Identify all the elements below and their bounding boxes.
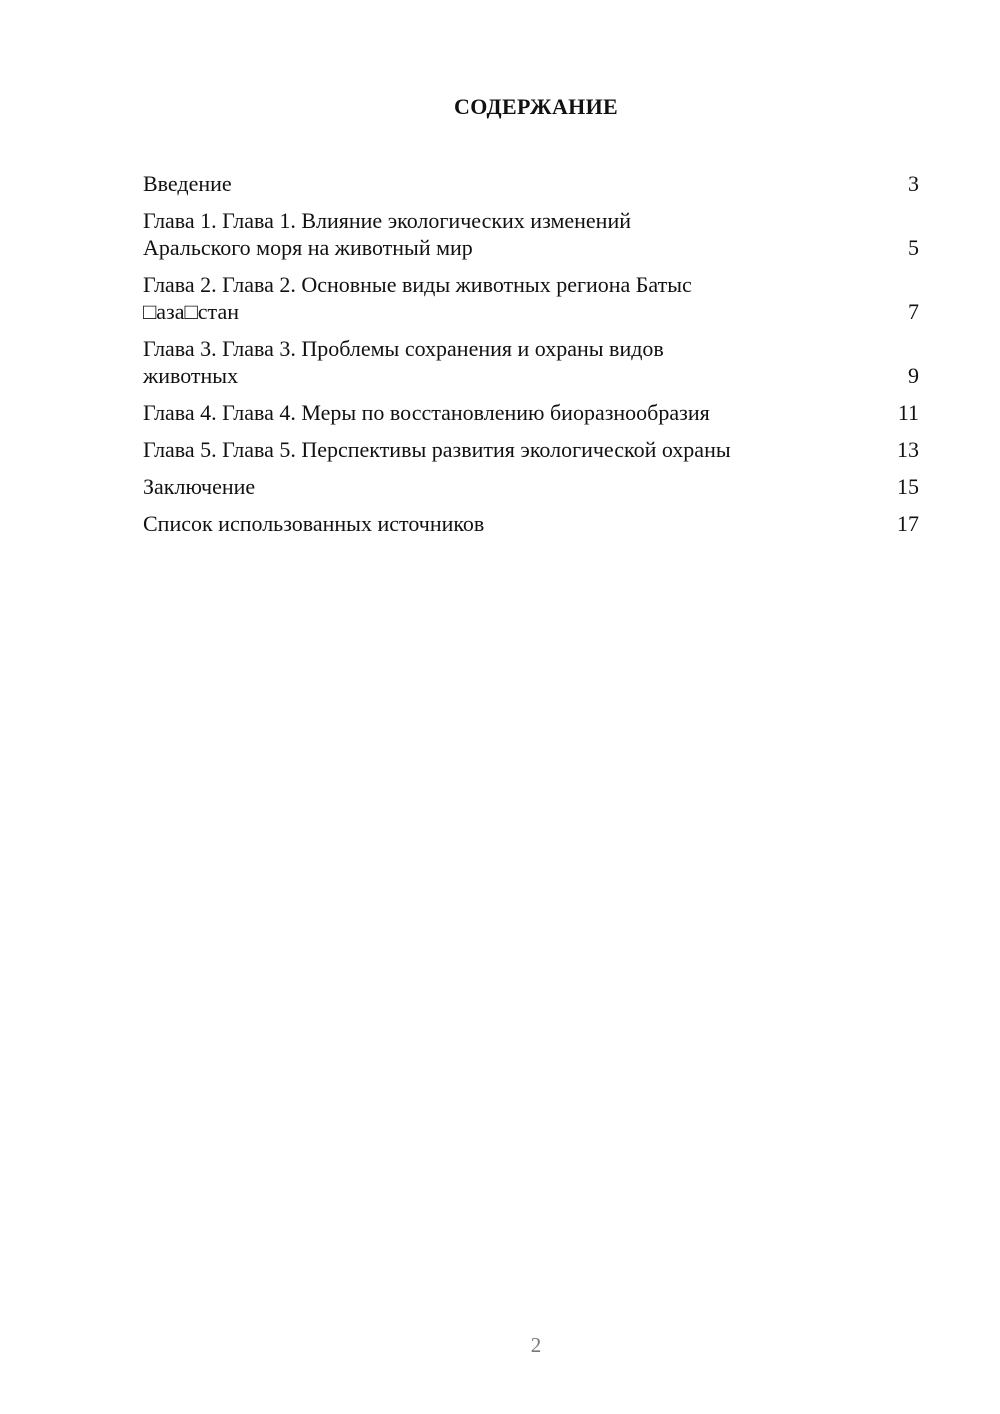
toc-entry-page: 15 <box>897 474 919 499</box>
toc-entry-page: 7 <box>908 299 919 324</box>
toc-entry-page: 5 <box>908 235 919 260</box>
toc-entry-conclusion <box>143 473 919 500</box>
toc-entry-introduction <box>143 170 919 197</box>
toc-entry-page: 3 <box>908 171 919 196</box>
toc-entry-page: 9 <box>908 363 919 388</box>
toc-entry-chapter-3 <box>143 335 919 389</box>
toc-entry-text: Глава 1. Глава 1. Влияние экологических изменений Аральского моря на животный мир <box>143 208 631 260</box>
toc-entry-chapter-1 <box>143 207 919 261</box>
page-number: 2 <box>530 1333 542 1357</box>
toc-entry-text: Список использованных источников <box>143 511 485 536</box>
toc-entry-references <box>143 510 919 537</box>
toc-entry-text: Заключение <box>143 474 256 499</box>
toc-entry-chapter-2 <box>143 271 919 325</box>
toc-entry-chapter-5 <box>143 436 919 463</box>
page-title: СОДЕРЖАНИЕ <box>454 94 618 119</box>
toc-entry-text: Глава 4. Глава 4. Меры по восстановлению биоразнообразия <box>143 400 710 425</box>
toc-entry-chapter-4 <box>143 399 919 426</box>
table-of-contents <box>143 170 919 547</box>
toc-entry-page: 11 <box>897 400 919 425</box>
toc-entry-page: 13 <box>897 437 919 462</box>
toc-entry-text: Глава 2. Глава 2. Основные виды животных региона Батыс □аза□стан <box>143 272 692 324</box>
toc-entry-text: Глава 3. Глава 3. Проблемы сохранения и охраны видов животных <box>143 336 664 388</box>
toc-entry-text: Введение <box>143 171 232 196</box>
toc-entry-text: Глава 5. Глава 5. Перспективы развития экологической охраны <box>143 437 731 462</box>
toc-entry-page: 17 <box>897 511 919 536</box>
